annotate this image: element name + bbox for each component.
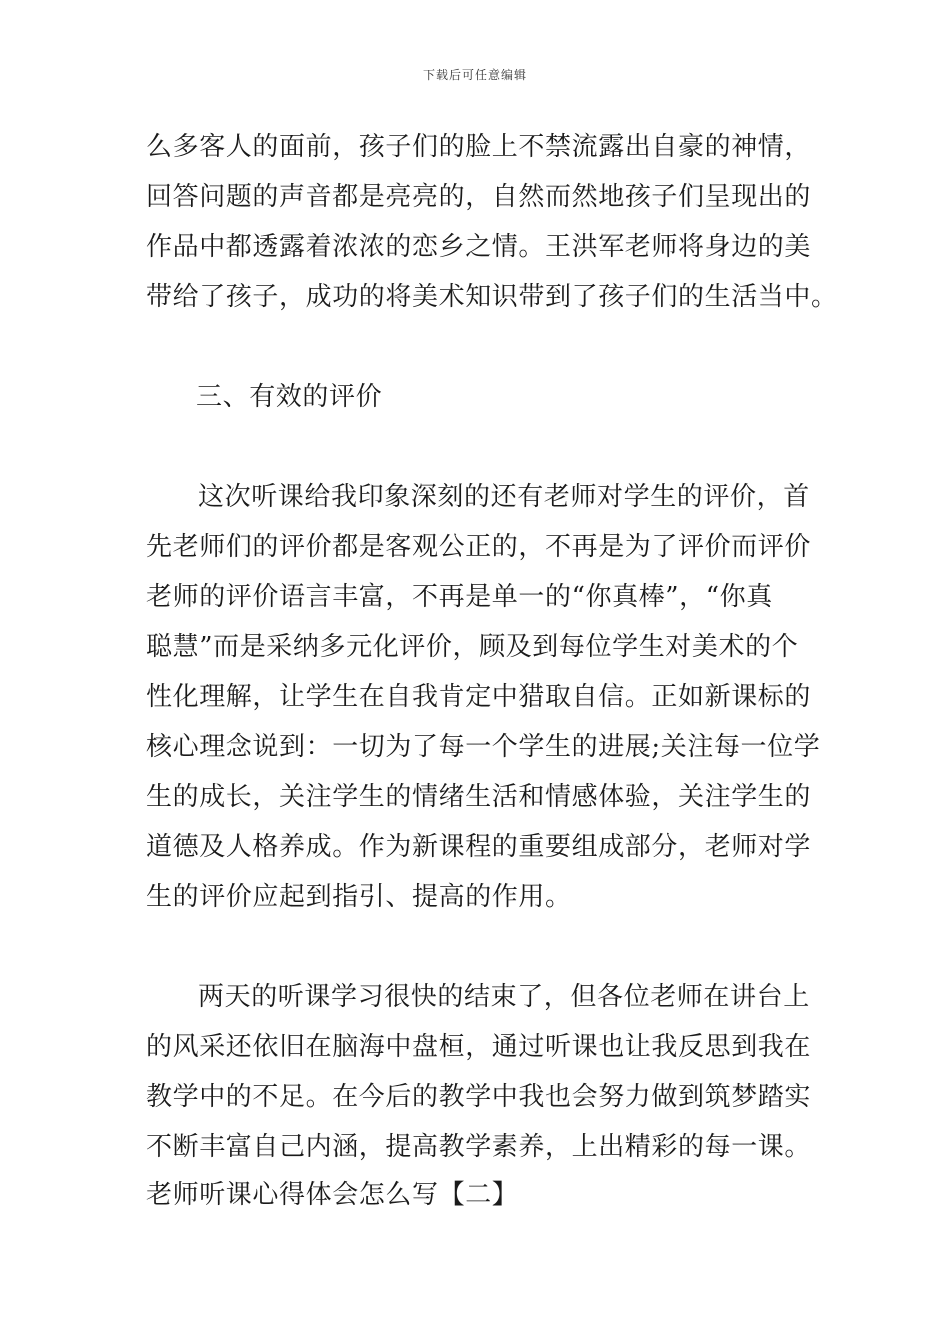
text-line: 性化理解，让学生在自我肯定中猎取自信。正如新课标的	[146, 682, 812, 712]
page-header: 下载后可任意编辑	[422, 68, 527, 82]
section-heading: 三、有效的评价	[196, 382, 383, 412]
text-line: 先老师们的评价都是客观公正的，不再是为了评价而评价	[146, 532, 812, 562]
text-line: 不断丰富自己内涵，提高教学素养，上出精彩的每一课。	[146, 1132, 812, 1162]
text-line: 生的评价应起到指引、提高的作用。	[146, 882, 572, 912]
text-line: 生的成长，关注学生的情绪生活和情感体验，关注学生的	[146, 782, 812, 812]
text-line: 核心理念说到：一切为了每一个学生的进展;关注每一位学	[146, 732, 821, 762]
text-line: 回答问题的声音都是亮亮的，自然而然地孩子们呈现出的	[146, 182, 812, 212]
text-line: 这次听课给我印象深刻的还有老师对学生的评价，首	[198, 482, 810, 512]
text-line: 教学中的不足。在今后的教学中我也会努力做到筑梦踏实	[146, 1082, 812, 1112]
text-line: 道德及人格养成。作为新课程的重要组成部分，老师对学	[146, 832, 812, 862]
text-line: 老师的评价语言丰富，不再是单一的“你真棒”，“你真	[146, 582, 773, 612]
text-line: 两天的听课学习很快的结束了，但各位老师在讲台上	[198, 982, 810, 1012]
text-line: 聪慧”而是采纳多元化评价，顾及到每位学生对美术的个	[146, 632, 799, 662]
text-line: 的风采还依旧在脑海中盘桓，通过听课也让我反思到我在	[146, 1032, 812, 1062]
text-line: 作品中都透露着浓浓的恋乡之情。王洪军老师将身边的美	[146, 232, 812, 262]
section-title: 老师听课心得体会怎么写【二】	[146, 1180, 519, 1210]
text-line: 么多客人的面前，孩子们的脸上不禁流露出自豪的神情，	[146, 132, 812, 162]
text-line: 带给了孩子，成功的将美术知识带到了孩子们的生活当中。	[146, 282, 838, 312]
